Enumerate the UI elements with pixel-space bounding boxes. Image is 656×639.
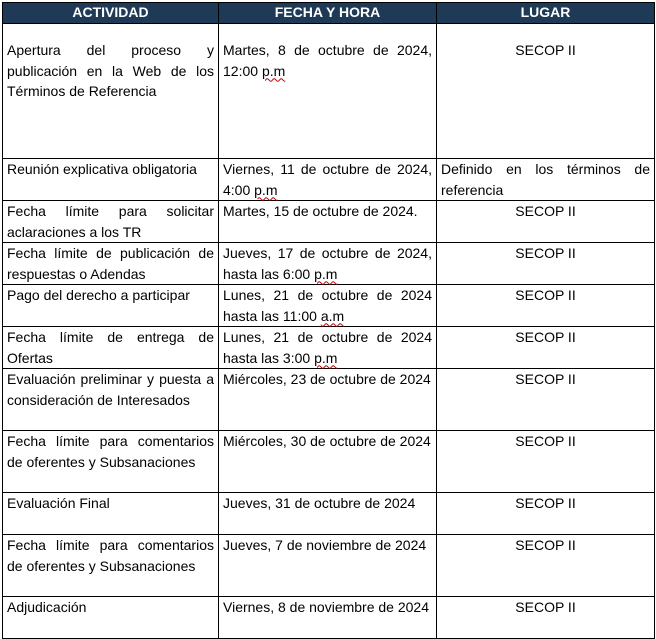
spellcheck-flagged-text: p.m	[254, 181, 278, 198]
place-cell: SECOP II	[437, 327, 655, 369]
activity-cell: Fecha límite de entrega de Ofertas	[3, 327, 219, 369]
table-row	[3, 431, 655, 493]
place-cell: SECOP II	[437, 431, 655, 493]
activity-cell: Fecha límite de publicación de respuestas o Adendas	[3, 243, 219, 285]
spellcheck-flagged-text: a.m	[320, 307, 345, 324]
date-text: Martes, 15 de octubre de 2024.	[223, 203, 418, 219]
activity-cell: Evaluación preliminar y puesta a consideración de Interesados	[3, 369, 219, 431]
table-row	[3, 243, 655, 285]
place-cell: SECOP II	[437, 535, 655, 597]
column-header-date-time: FECHA Y HORA	[219, 3, 437, 24]
table-row	[3, 597, 655, 639]
date-text: Lunes, 21 de octubre de 2024 hasta las 11:00	[223, 287, 432, 324]
place-cell: SECOP II	[437, 369, 655, 431]
date-text: Martes, 8 de octubre de 2024, 12:00	[223, 42, 432, 79]
date-text: Jueves, 31 de octubre de 2024	[223, 495, 416, 511]
date-cell	[219, 369, 437, 431]
date-cell	[219, 201, 437, 243]
activity-cell: Fecha límite para comentarios de oferentes y Subsanaciones	[3, 535, 219, 597]
header-row	[3, 3, 655, 24]
spellcheck-flagged-text: p.m	[261, 62, 286, 79]
date-cell	[219, 159, 437, 201]
activity-cell: Adjudicación	[3, 597, 219, 639]
date-cell	[219, 243, 437, 285]
place-cell: Definido en los términos de referencia	[437, 159, 655, 201]
place-cell: SECOP II	[437, 243, 655, 285]
column-header-place: LUGAR	[437, 3, 655, 24]
schedule-table	[2, 2, 655, 639]
table-row	[3, 535, 655, 597]
place-cell: SECOP II	[437, 285, 655, 327]
table-row	[3, 159, 655, 201]
date-cell	[219, 327, 437, 369]
spellcheck-flagged-text: p.m	[314, 265, 338, 282]
date-cell	[219, 493, 437, 535]
activity-cell: Pago del derecho a participar	[3, 285, 219, 327]
date-cell	[219, 24, 437, 159]
table-row	[3, 201, 655, 243]
date-text: Miércoles, 23 de octubre de 2024	[223, 371, 431, 387]
activity-cell: Evaluación Final	[3, 493, 219, 535]
table-row	[3, 327, 655, 369]
column-header-activity: ACTIVIDAD	[3, 3, 219, 24]
table-row	[3, 285, 655, 327]
date-text: Jueves, 17 de octubre de 2024, hasta las 6:00	[223, 245, 432, 282]
date-cell	[219, 535, 437, 597]
table-row	[3, 493, 655, 535]
place-cell: SECOP II	[437, 597, 655, 639]
spellcheck-flagged-text: p.m	[314, 349, 338, 366]
activity-cell: Reunión explicativa obligatoria	[3, 159, 219, 201]
table-row	[3, 24, 655, 159]
date-text: Viernes, 8 de noviembre de 2024	[223, 599, 429, 615]
place-cell: SECOP II	[437, 24, 655, 159]
date-text: Jueves, 7 de noviembre de 2024	[223, 537, 427, 553]
place-cell: SECOP II	[437, 493, 655, 535]
date-cell	[219, 431, 437, 493]
place-cell: SECOP II	[437, 201, 655, 243]
activity-cell: Fecha límite para comentarios de oferentes y Subsanaciones	[3, 431, 219, 493]
date-cell	[219, 597, 437, 639]
activity-cell: Apertura del proceso y publicación en la Web de los Términos de Referencia	[3, 24, 219, 159]
table-row	[3, 369, 655, 431]
activity-cell: Fecha límite para solicitar aclaraciones a los TR	[3, 201, 219, 243]
date-text: Lunes, 21 de octubre de 2024 hasta las 3:00	[223, 329, 432, 366]
date-cell	[219, 285, 437, 327]
date-text: Viernes, 11 de octubre de 2024, 4:00	[223, 161, 432, 198]
date-text: Miércoles, 30 de octubre de 2024	[223, 433, 431, 449]
